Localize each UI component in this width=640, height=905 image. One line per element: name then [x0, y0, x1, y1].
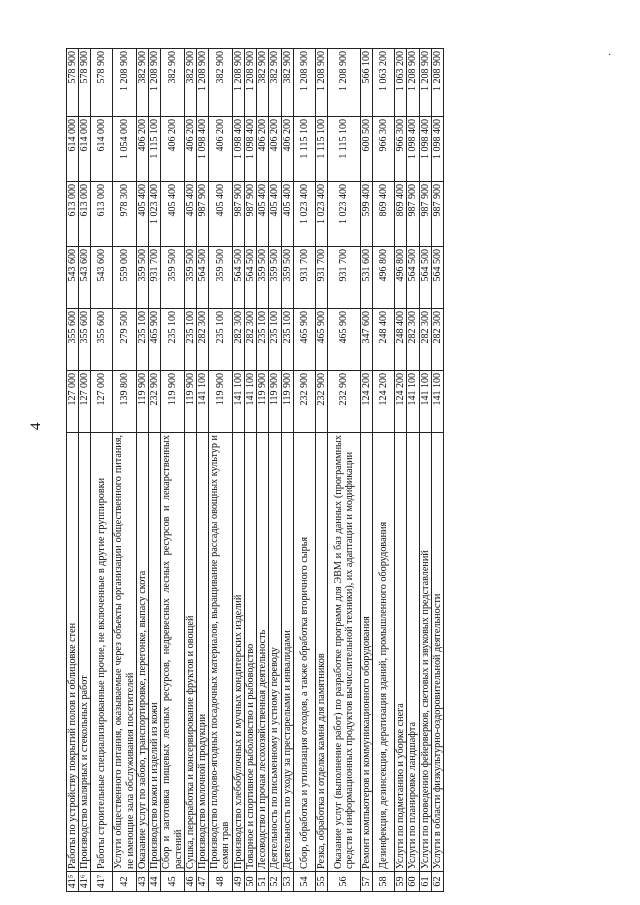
amount-cell: 139 800 [113, 371, 136, 433]
amount-cell: 869 400 [395, 182, 407, 247]
row-number: 41⁷ [91, 872, 113, 892]
amount-cell: 235 100 [209, 309, 232, 371]
activity-description: Сбор и заготовка пищевых лесных ресурсов, недревесных лесных ресурсов и лекарственных растений [161, 433, 184, 872]
amount-cell: 282 300 [244, 309, 256, 371]
activity-description: Оказание услуг (выполнение работ) по разработке программ для ЭВМ и баз данных (программных средств и информационных продуктов вычислительной техники), их адаптации и модификации [327, 433, 360, 872]
row-number: 60 [407, 872, 419, 892]
amount-cell: 987 900 [419, 182, 431, 247]
amount-cell: 355 600 [91, 309, 113, 371]
amount-cell: 614 000 [67, 117, 79, 182]
amount-cell: 978 300 [113, 182, 136, 247]
amount-cell: 1 023 400 [293, 182, 315, 247]
amount-cell: 465 900 [327, 309, 360, 371]
amount-cell: 235 100 [136, 309, 148, 371]
amount-cell: 127 000 [67, 371, 79, 433]
amount-cell: 1 098 400 [244, 117, 256, 182]
activity-description: Услуги по планировке ландшафта [407, 433, 419, 872]
row-number: 49 [232, 872, 244, 892]
activity-description: Работы строительные специализированные прочие, не включенные в другие группировки [91, 433, 113, 872]
activity-description: Лесоводство и прочая лесохозяйственная деятельность [257, 433, 269, 872]
amount-cell: 987 900 [196, 182, 208, 247]
activity-description: Оказание услуг по забою, транспортировке, перегонке, выпасу скота [136, 433, 148, 872]
amount-cell: 559 000 [113, 247, 136, 309]
amount-cell: 405 400 [184, 182, 196, 247]
activity-description: Производство хлебобулочных и мучных кондитерских изделий [232, 433, 244, 872]
amount-cell: 531 600 [360, 247, 372, 309]
amount-cell: 1 208 900 [244, 49, 256, 117]
row-number: 53 [281, 872, 293, 892]
amount-cell: 141 100 [407, 371, 419, 433]
amount-cell: 1 208 900 [407, 49, 419, 117]
table-row [293, 49, 315, 892]
amount-cell: 124 200 [373, 371, 395, 433]
row-number: 58 [373, 872, 395, 892]
tariff-table [66, 48, 444, 892]
amount-cell: 405 400 [281, 182, 293, 247]
amount-cell: 1 115 100 [149, 117, 161, 182]
amount-cell: 564 500 [196, 247, 208, 309]
table-row [395, 49, 407, 892]
amount-cell: 235 100 [281, 309, 293, 371]
row-number: 51 [257, 872, 269, 892]
amount-cell: 1 063 200 [373, 49, 395, 117]
table-row [196, 49, 208, 892]
amount-cell: 141 100 [196, 371, 208, 433]
amount-cell: 355 600 [79, 309, 91, 371]
amount-cell: 1 054 000 [113, 117, 136, 182]
amount-cell: 359 500 [281, 247, 293, 309]
amount-cell: 987 900 [431, 182, 443, 247]
amount-cell: 869 400 [373, 182, 395, 247]
amount-cell: 1 023 400 [327, 182, 360, 247]
amount-cell: 613 000 [79, 182, 91, 247]
table-row [315, 49, 327, 892]
activity-description: Услуги общественного питания, оказываемые через объекты организации общественного питания, не имеющие зала обслуживания посетителей [113, 433, 136, 872]
amount-cell: 119 900 [184, 371, 196, 433]
activity-description: Дезинфекция, дезинсекция, дератизация зданий, промышленного оборудования [373, 433, 395, 872]
table-row [136, 49, 148, 892]
table-row [431, 49, 443, 892]
amount-cell: 119 900 [136, 371, 148, 433]
amount-cell: 1 115 100 [327, 117, 360, 182]
amount-cell: 235 100 [161, 309, 184, 371]
amount-cell: 235 100 [257, 309, 269, 371]
activity-description: Товарное и спортивное рыболовство и рыбоводство [244, 433, 256, 872]
amount-cell: 359 500 [136, 247, 148, 309]
amount-cell: 282 300 [232, 309, 244, 371]
amount-cell: 1 208 900 [315, 49, 327, 117]
amount-cell: 382 900 [281, 49, 293, 117]
activity-description: Производство молочной продукции [196, 433, 208, 872]
amount-cell: 359 500 [209, 247, 232, 309]
activity-description: Ремонт компьютеров и коммуникационного оборудования [360, 433, 372, 872]
amount-cell: 382 900 [184, 49, 196, 117]
amount-cell: 406 200 [269, 117, 281, 182]
amount-cell: 406 200 [281, 117, 293, 182]
amount-cell: 405 400 [257, 182, 269, 247]
amount-cell: 1 063 200 [395, 49, 407, 117]
amount-cell: 405 400 [136, 182, 148, 247]
table-row [373, 49, 395, 892]
amount-cell: 931 700 [293, 247, 315, 309]
amount-cell: 1 208 900 [149, 49, 161, 117]
amount-cell: 282 300 [419, 309, 431, 371]
row-number: 41⁵ [67, 872, 79, 892]
amount-cell: 931 700 [327, 247, 360, 309]
amount-cell: 119 900 [161, 371, 184, 433]
row-number: 43 [136, 872, 148, 892]
amount-cell: 543 600 [67, 247, 79, 309]
activity-description: Сушка, переработка и консервирование фруктов и овощей [184, 433, 196, 872]
table-row [360, 49, 372, 892]
amount-cell: 564 500 [407, 247, 419, 309]
row-number: 55 [315, 872, 327, 892]
page-number: 4 [28, 422, 44, 430]
amount-cell: 966 300 [395, 117, 407, 182]
table-row [113, 49, 136, 892]
table-row [67, 49, 79, 892]
amount-cell: 279 500 [113, 309, 136, 371]
amount-cell: 578 900 [79, 49, 91, 117]
amount-cell: 119 900 [269, 371, 281, 433]
amount-cell: 382 900 [269, 49, 281, 117]
table-row [407, 49, 419, 892]
amount-cell: 465 900 [293, 309, 315, 371]
amount-cell: 141 100 [232, 371, 244, 433]
row-number: 52 [269, 872, 281, 892]
rotated-table-wrapper [66, 49, 571, 892]
amount-cell: 359 500 [269, 247, 281, 309]
amount-cell: 1 098 400 [196, 117, 208, 182]
amount-cell: 248 400 [373, 309, 395, 371]
amount-cell: 1 208 900 [196, 49, 208, 117]
activity-description: Производство малярных и стекольных работ [79, 433, 91, 872]
amount-cell: 1 023 400 [149, 182, 161, 247]
amount-cell: 1 208 900 [232, 49, 244, 117]
amount-cell: 282 300 [407, 309, 419, 371]
table-row [209, 49, 232, 892]
amount-cell: 543 600 [79, 247, 91, 309]
row-number: 50 [244, 872, 256, 892]
amount-cell: 600 500 [360, 117, 372, 182]
activity-description: Деятельность по письменному и устному переводу [269, 433, 281, 872]
row-number: 45 [161, 872, 184, 892]
amount-cell: 1 208 900 [419, 49, 431, 117]
table-row [91, 49, 113, 892]
amount-cell: 232 900 [327, 371, 360, 433]
row-number: 61 [419, 872, 431, 892]
amount-cell: 405 400 [161, 182, 184, 247]
row-number: 57 [360, 872, 372, 892]
amount-cell: 614 000 [91, 117, 113, 182]
amount-cell: 405 400 [209, 182, 232, 247]
amount-cell: 355 600 [67, 309, 79, 371]
amount-cell: 406 200 [184, 117, 196, 182]
amount-cell: 931 700 [315, 247, 327, 309]
amount-cell: 1 115 100 [315, 117, 327, 182]
table-row [184, 49, 196, 892]
amount-cell: 1 115 100 [293, 117, 315, 182]
amount-cell: 465 900 [315, 309, 327, 371]
amount-cell: 359 500 [161, 247, 184, 309]
amount-cell: 248 400 [395, 309, 407, 371]
row-number: 62 [431, 872, 443, 892]
amount-cell: 564 500 [244, 247, 256, 309]
amount-cell: 564 500 [232, 247, 244, 309]
amount-cell: 282 300 [196, 309, 208, 371]
activity-description: Услуги по проведению фейерверков, световых и звуковых представлений [419, 433, 431, 872]
amount-cell: 141 100 [419, 371, 431, 433]
row-number: 47 [196, 872, 208, 892]
amount-cell: 578 900 [91, 49, 113, 117]
row-number: 42 [113, 872, 136, 892]
page-mark: · [608, 50, 612, 61]
row-number: 46 [184, 872, 196, 892]
amount-cell: 987 900 [244, 182, 256, 247]
table-row [232, 49, 244, 892]
amount-cell: 119 900 [281, 371, 293, 433]
amount-cell: 406 200 [161, 117, 184, 182]
amount-cell: 359 500 [184, 247, 196, 309]
table-row [161, 49, 184, 892]
row-number: 48 [209, 872, 232, 892]
amount-cell: 382 900 [161, 49, 184, 117]
amount-cell: 987 900 [232, 182, 244, 247]
amount-cell: 382 900 [209, 49, 232, 117]
amount-cell: 543 600 [91, 247, 113, 309]
table-row [244, 49, 256, 892]
amount-cell: 347 600 [360, 309, 372, 371]
amount-cell: 359 500 [257, 247, 269, 309]
amount-cell: 127 000 [91, 371, 113, 433]
amount-cell: 613 000 [67, 182, 79, 247]
activity-description: Резка, обработка и отделка камня для памятников [315, 433, 327, 872]
table-row [79, 49, 91, 892]
activity-description: Услуги в области физкультурно-оздоровительной деятельности [431, 433, 443, 872]
amount-cell: 966 300 [373, 117, 395, 182]
amount-cell: 282 300 [431, 309, 443, 371]
activity-description: Производство кожи и изделий из кожи [149, 433, 161, 872]
amount-cell: 1 098 400 [431, 117, 443, 182]
amount-cell: 566 100 [360, 49, 372, 117]
amount-cell: 1 208 900 [293, 49, 315, 117]
amount-cell: 1 208 900 [113, 49, 136, 117]
table-row [327, 49, 360, 892]
row-number: 54 [293, 872, 315, 892]
amount-cell: 382 900 [136, 49, 148, 117]
amount-cell: 141 100 [244, 371, 256, 433]
activity-description: Деятельность по уходу за престарелыми и инвалидами [281, 433, 293, 872]
row-number: 59 [395, 872, 407, 892]
amount-cell: 235 100 [269, 309, 281, 371]
amount-cell: 406 200 [209, 117, 232, 182]
amount-cell: 232 900 [293, 371, 315, 433]
amount-cell: 405 400 [269, 182, 281, 247]
table-row [257, 49, 269, 892]
amount-cell: 614 000 [79, 117, 91, 182]
amount-cell: 127 000 [79, 371, 91, 433]
amount-cell: 119 900 [257, 371, 269, 433]
amount-cell: 496 800 [395, 247, 407, 309]
table-row [269, 49, 281, 892]
amount-cell: 613 000 [91, 182, 113, 247]
amount-cell: 141 100 [431, 371, 443, 433]
amount-cell: 465 900 [149, 309, 161, 371]
table-row [419, 49, 431, 892]
activity-description: Производство плодово-ягодных посадочных материалов, выращивание рассады овощных культур и семян трав [209, 433, 232, 872]
amount-cell: 1 098 400 [407, 117, 419, 182]
amount-cell: 987 900 [407, 182, 419, 247]
amount-cell: 564 500 [419, 247, 431, 309]
table-row [149, 49, 161, 892]
row-number: 56 [327, 872, 360, 892]
amount-cell: 232 900 [149, 371, 161, 433]
amount-cell: 406 200 [257, 117, 269, 182]
table-row [281, 49, 293, 892]
activity-description: Работы по устройству покрытий полов и облицовке стен [67, 433, 79, 872]
amount-cell: 1 098 400 [232, 117, 244, 182]
amount-cell: 382 900 [257, 49, 269, 117]
amount-cell: 1 023 400 [315, 182, 327, 247]
amount-cell: 496 800 [373, 247, 395, 309]
row-number: 41⁶ [79, 872, 91, 892]
amount-cell: 124 200 [395, 371, 407, 433]
amount-cell: 235 100 [184, 309, 196, 371]
amount-cell: 124 200 [360, 371, 372, 433]
amount-cell: 1 208 900 [431, 49, 443, 117]
amount-cell: 119 900 [209, 371, 232, 433]
amount-cell: 931 700 [149, 247, 161, 309]
row-number: 44 [149, 872, 161, 892]
amount-cell: 1 208 900 [327, 49, 360, 117]
activity-description: Сбор, обработка и утилизация отходов, а также обработка вторичного сырья [293, 433, 315, 872]
activity-description: Услуги по подметанию и уборке снега [395, 433, 407, 872]
amount-cell: 564 500 [431, 247, 443, 309]
amount-cell: 406 200 [136, 117, 148, 182]
amount-cell: 578 900 [67, 49, 79, 117]
amount-cell: 232 900 [315, 371, 327, 433]
amount-cell: 1 098 400 [419, 117, 431, 182]
amount-cell: 599 400 [360, 182, 372, 247]
